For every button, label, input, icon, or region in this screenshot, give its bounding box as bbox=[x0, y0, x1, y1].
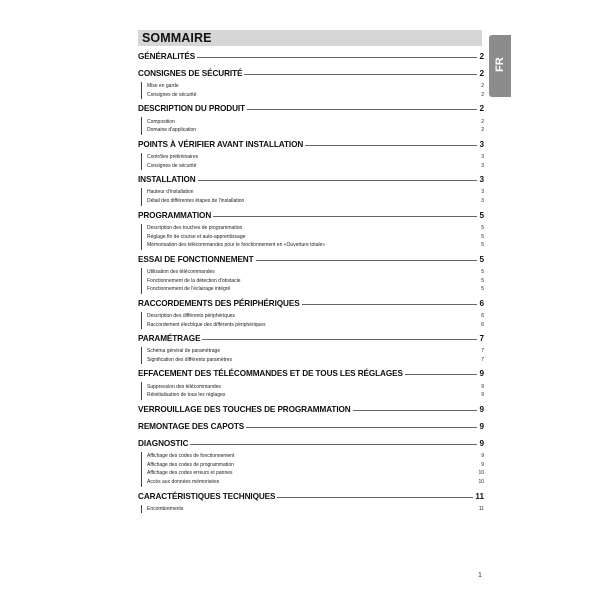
toc-subentry-title: Contrôles préliminaires bbox=[147, 154, 199, 161]
toc-subentry[interactable] bbox=[147, 452, 484, 461]
toc-subentry-title: Affichage des codes erreurs et pannes bbox=[147, 470, 233, 477]
toc-leader-line bbox=[244, 74, 477, 75]
toc-subentry-title: Mémorisation des télécommandes pour le fonctionnement en «Ouverture totale» bbox=[147, 242, 326, 249]
toc-subentries bbox=[141, 347, 484, 364]
toc-subentry-title: Réinitialisation de tous les réglages bbox=[147, 392, 226, 399]
toc-subentry-title: Affichage des codes de fonctionnement bbox=[147, 453, 235, 460]
toc-leader-line bbox=[213, 216, 477, 217]
toc-subentry[interactable] bbox=[147, 126, 484, 135]
toc-entry-page: 6 bbox=[479, 298, 484, 308]
toc-subentries bbox=[141, 268, 484, 294]
toc-entry-title: CARACTÉRISTIQUES TECHNIQUES bbox=[138, 491, 276, 501]
toc-subentry-title: Consignes de sécurité bbox=[147, 162, 197, 169]
toc-section bbox=[138, 492, 484, 514]
toc-section bbox=[138, 175, 484, 205]
toc-subentry-title: Description des différents périphériques bbox=[147, 312, 236, 319]
toc-subentry[interactable] bbox=[147, 232, 484, 241]
toc-subentry[interactable] bbox=[147, 117, 484, 126]
toc-entry-page: 2 bbox=[479, 104, 484, 114]
toc-subentry-title: Utilisation des télécommandes bbox=[147, 268, 215, 275]
toc-subentries bbox=[141, 117, 484, 134]
toc-subentries bbox=[141, 82, 484, 99]
table-of-contents bbox=[138, 52, 484, 518]
toc-subentry[interactable] bbox=[147, 505, 484, 514]
toc-section bbox=[138, 405, 484, 417]
toc-subentry-page: 9 bbox=[481, 392, 484, 399]
toc-subentry-page: 5 bbox=[481, 268, 484, 275]
toc-entry[interactable] bbox=[138, 299, 484, 311]
toc-entry-title: GÉNÉRALITÉS bbox=[138, 52, 196, 61]
toc-entry-title: DESCRIPTION DU PRODUIT bbox=[138, 104, 245, 114]
toc-entry[interactable] bbox=[138, 369, 484, 381]
toc-subentry-page: 2 bbox=[481, 127, 484, 134]
toc-entry-title: REMONTAGE DES CAPOTS bbox=[138, 421, 245, 431]
toc-subentry[interactable] bbox=[147, 91, 484, 100]
toc-entry[interactable] bbox=[138, 334, 484, 346]
toc-subentry-page: 3 bbox=[481, 198, 484, 205]
toc-subentry-title: Encombrements bbox=[147, 505, 184, 512]
toc-entry-page: 11 bbox=[475, 491, 484, 501]
toc-subentry[interactable] bbox=[147, 356, 484, 365]
toc-subentry-page: 5 bbox=[481, 277, 484, 284]
toc-subentry-page: 2 bbox=[481, 83, 484, 90]
toc-subentry-title: Domaine d'application bbox=[147, 127, 197, 134]
toc-entry[interactable] bbox=[138, 211, 484, 223]
toc-entry[interactable] bbox=[138, 52, 484, 64]
summary-header-bar bbox=[138, 30, 482, 46]
toc-entry-page: 7 bbox=[479, 334, 484, 343]
toc-subentry[interactable] bbox=[147, 241, 484, 250]
toc-section bbox=[138, 69, 484, 99]
toc-subentry-page: 9 bbox=[481, 461, 484, 468]
toc-entry-title: POINTS À VÉRIFIER AVANT INSTALLATION bbox=[138, 139, 304, 149]
toc-subentry[interactable] bbox=[147, 320, 484, 329]
toc-subentry-page: 7 bbox=[481, 357, 484, 364]
toc-subentry-page: 11 bbox=[478, 505, 484, 512]
toc-subentry-page: 2 bbox=[481, 118, 484, 125]
toc-entry-page: 2 bbox=[479, 52, 484, 61]
toc-subentries bbox=[141, 452, 484, 487]
toc-entry-page: 9 bbox=[479, 404, 484, 414]
toc-entry-title: DIAGNOSTIC bbox=[138, 438, 189, 448]
toc-subentry[interactable] bbox=[147, 224, 484, 233]
toc-entry[interactable] bbox=[138, 422, 484, 434]
toc-subentry-page: 10 bbox=[478, 479, 484, 486]
toc-section bbox=[138, 140, 484, 170]
toc-subentry-title: Composition bbox=[147, 118, 175, 125]
toc-entry-page: 9 bbox=[479, 421, 484, 431]
summary-title: SOMMAIRE bbox=[142, 31, 212, 45]
toc-subentry-page: 10 bbox=[478, 470, 484, 477]
toc-subentry[interactable] bbox=[147, 478, 484, 487]
toc-subentry-page: 9 bbox=[481, 453, 484, 460]
toc-section bbox=[138, 211, 484, 250]
toc-subentry[interactable] bbox=[147, 188, 484, 197]
toc-leader-line bbox=[190, 444, 477, 445]
toc-subentry[interactable] bbox=[147, 347, 484, 356]
toc-entry[interactable] bbox=[138, 104, 484, 116]
toc-entry[interactable] bbox=[138, 439, 484, 451]
toc-section bbox=[138, 439, 484, 487]
toc-subentries bbox=[141, 153, 484, 170]
language-tab bbox=[489, 35, 511, 97]
toc-leader-line bbox=[246, 427, 477, 428]
toc-entry-title: INSTALLATION bbox=[138, 175, 196, 185]
toc-entry-title: CONSIGNES DE SÉCURITÉ bbox=[138, 69, 243, 78]
toc-leader-line bbox=[198, 180, 478, 181]
toc-entry-title: PARAMÉTRAGE bbox=[138, 334, 201, 343]
toc-entry-page: 3 bbox=[479, 139, 484, 149]
toc-entry-page: 9 bbox=[479, 369, 484, 379]
toc-leader-line bbox=[302, 304, 478, 305]
toc-entry-title: EFFACEMENT DES TÉLÉCOMMANDES ET DE TOUS LES RÉGLAGES bbox=[138, 369, 403, 379]
toc-section bbox=[138, 52, 484, 64]
toc-subentry-title: Détail des différentes étapes de l'installation bbox=[147, 198, 245, 205]
toc-entry-page: 5 bbox=[479, 210, 484, 220]
toc-subentry-page: 5 bbox=[481, 286, 484, 293]
toc-subentry[interactable] bbox=[147, 391, 484, 400]
toc-subentry-page: 5 bbox=[481, 233, 484, 240]
toc-subentry-title: Consignes de sécurité bbox=[147, 92, 197, 99]
toc-entry[interactable] bbox=[138, 255, 484, 267]
toc-subentry[interactable] bbox=[147, 276, 484, 285]
toc-leader-line bbox=[202, 339, 477, 340]
toc-section bbox=[138, 422, 484, 434]
page-number: 1 bbox=[478, 572, 482, 579]
toc-entry[interactable] bbox=[138, 69, 484, 81]
toc-entry-title: ESSAI DE FONCTIONNEMENT bbox=[138, 254, 254, 264]
toc-subentry[interactable] bbox=[147, 268, 484, 277]
toc-leader-line bbox=[405, 374, 478, 375]
toc-subentries bbox=[141, 312, 484, 329]
toc-subentry-title: Raccordement électrique des différents périphériques bbox=[147, 321, 266, 328]
toc-subentry-title: Fonctionnement de l'éclairage intégré bbox=[147, 286, 231, 293]
toc-subentry-page: 3 bbox=[481, 162, 484, 169]
toc-leader-line bbox=[277, 497, 473, 498]
toc-subentry-page: 5 bbox=[481, 224, 484, 231]
toc-section bbox=[138, 299, 484, 329]
toc-subentry-title: Fonctionnement de la détection d'obstacle bbox=[147, 277, 241, 284]
toc-leader-line bbox=[353, 410, 478, 411]
toc-entry[interactable] bbox=[138, 140, 484, 152]
toc-section bbox=[138, 104, 484, 134]
toc-subentry[interactable] bbox=[147, 382, 484, 391]
toc-subentries bbox=[141, 505, 484, 514]
toc-subentry-title: Signification des différents paramètres bbox=[147, 357, 232, 364]
toc-subentry-page: 7 bbox=[481, 348, 484, 355]
toc-entry-page: 2 bbox=[479, 69, 484, 78]
toc-subentry[interactable] bbox=[147, 197, 484, 206]
toc-entry[interactable] bbox=[138, 175, 484, 187]
toc-subentry-title: Accès aux données mémorisées bbox=[147, 479, 220, 486]
toc-subentry-title: Schéma général de paramétrage bbox=[147, 348, 221, 355]
toc-subentry-title: Réglage fin de course et auto-apprentissage bbox=[147, 233, 246, 240]
toc-leader-line bbox=[247, 109, 477, 110]
toc-subentry[interactable] bbox=[147, 469, 484, 478]
toc-leader-line bbox=[197, 57, 477, 58]
toc-entry[interactable] bbox=[138, 492, 484, 504]
toc-subentry-page: 3 bbox=[481, 189, 484, 196]
toc-subentry[interactable] bbox=[147, 285, 484, 294]
toc-entry-page: 5 bbox=[479, 254, 484, 264]
toc-leader-line bbox=[305, 145, 477, 146]
toc-subentry-title: Affichage des codes de programmation bbox=[147, 461, 234, 468]
toc-entry-page: 3 bbox=[479, 175, 484, 185]
toc-subentry[interactable] bbox=[147, 153, 484, 162]
toc-subentry-page: 6 bbox=[481, 321, 484, 328]
toc-subentry[interactable] bbox=[147, 82, 484, 91]
toc-subentry[interactable] bbox=[147, 161, 484, 170]
toc-subentry-title: Description des touches de programmation bbox=[147, 224, 243, 231]
toc-subentry-title: Suppression des télécommandes bbox=[147, 383, 221, 390]
language-tab-label: FR bbox=[494, 57, 506, 72]
toc-subentry-page: 3 bbox=[481, 154, 484, 161]
toc-subentry-page: 2 bbox=[481, 92, 484, 99]
toc-section bbox=[138, 369, 484, 399]
toc-subentry-page: 5 bbox=[481, 242, 484, 249]
toc-entry-title: PROGRAMMATION bbox=[138, 210, 212, 220]
toc-leader-line bbox=[256, 260, 478, 261]
toc-subentry[interactable] bbox=[147, 460, 484, 469]
toc-entry-page: 9 bbox=[479, 438, 484, 448]
toc-subentry-title: Mise en garde bbox=[147, 83, 179, 90]
toc-subentry-title: Hauteur d'installation bbox=[147, 189, 194, 196]
toc-subentries bbox=[141, 224, 484, 250]
toc-subentry-page: 6 bbox=[481, 312, 484, 319]
toc-subentry[interactable] bbox=[147, 312, 484, 321]
toc-subentry-page: 9 bbox=[481, 383, 484, 390]
toc-section bbox=[138, 334, 484, 364]
toc-section bbox=[138, 255, 484, 294]
toc-subentries bbox=[141, 188, 484, 205]
toc-entry-title: VERROUILLAGE DES TOUCHES DE PROGRAMMATION bbox=[138, 404, 351, 414]
toc-entry-title: RACCORDEMENTS DES PÉRIPHÉRIQUES bbox=[138, 298, 300, 308]
toc-entry[interactable] bbox=[138, 405, 484, 417]
toc-subentries bbox=[141, 382, 484, 399]
